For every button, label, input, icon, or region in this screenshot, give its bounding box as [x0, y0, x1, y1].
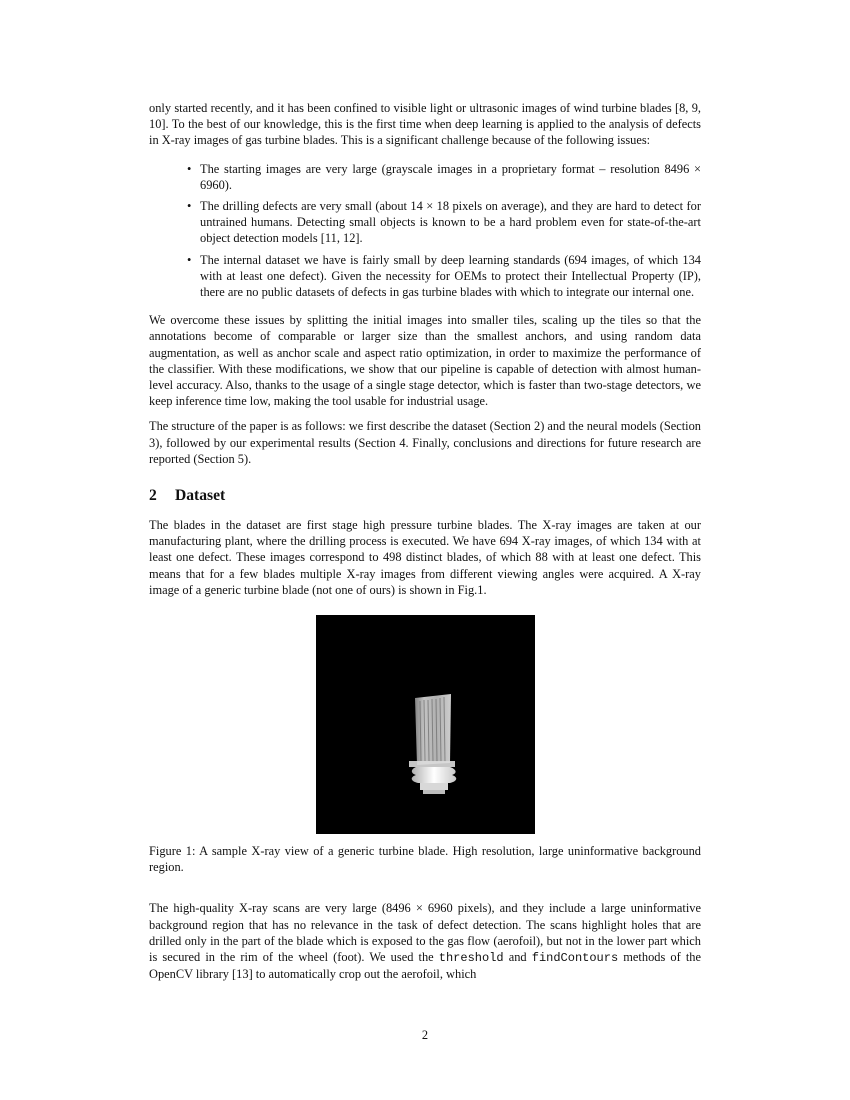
- final-text-2: and: [503, 950, 532, 965]
- turbine-blade-xray-image: [316, 615, 535, 834]
- xray-figure: [316, 615, 535, 834]
- section-title: Dataset: [175, 487, 226, 505]
- final-text-3: methods of the OpenCV library [13] to automatically crop out the aerofoil, which: [149, 950, 701, 982]
- figure-caption: Figure 1: A sample X-ray view of a generic turbine blade. High resolution, large uninformative background region.: [149, 844, 701, 875]
- page-number: 2: [421, 1028, 429, 1042]
- final-paragraph: [149, 900, 701, 982]
- page-body: [149, 100, 701, 983]
- list-item: • The drilling defects are very small (about 14 × 18 pixels on average), and they are hard to detect for untrained humans. Detecting small objects is known to be a hard problem even for state-of-the-art object detection models [11, 12].: [187, 198, 701, 247]
- dataset-paragraph: The blades in the dataset are first stage high pressure turbine blades. The X-ray images are taken at our manufacturing plant, where the drilling process is executed. We have 694 X-ray images, of which 134 with at least one defect. These images correspond to 498 distinct blades, of which 88 with at least one defect. This means that for a few blades multiple X-ray images from different viewing angles were acquired. A X-ray image of a generic turbine blade (not one of ours) is shown in Fig.1.: [149, 518, 701, 597]
- intro-paragraph: only started recently, and it has been confined to visible light or ultrasonic images of wind turbine blades [8, 9, 10]. To the best of our knowledge, this is the first time when deep learning is applied to the analysis of defects in X-ray images of gas turbine blades. This is a significant challenge because of the following issues:: [149, 101, 701, 148]
- findcontours-code: findContours: [531, 951, 619, 966]
- section-heading: [149, 487, 701, 505]
- final-text-1: The high-quality X-ray scans are very large (8496 × 6960 pixels), and they include a large uninformative background region that has no relevance in the task of defect detection. The scans highlight holes that are drilled only in the part of the blade which is exposed to the gas flow (aerofoil), but not in the lower part which is secured in the rim of the wheel (foot). We used the: [149, 901, 701, 965]
- issues-list: [149, 161, 701, 301]
- list-item: • The internal dataset we have is fairly small by deep learning standards (694 images, of which 134 with at least one defect). Given the necessity for OEMs to protect their Intellectual Property (IP), there are no public datasets of defects in gas turbine blades with which to integrate our internal one.: [187, 252, 701, 301]
- section-number: 2: [149, 487, 157, 505]
- list-item: • The starting images are very large (grayscale images in a proprietary format – resolution 8496 × 6960).: [187, 161, 701, 193]
- threshold-code: threshold: [438, 951, 504, 966]
- overcome-paragraph: We overcome these issues by splitting the initial images into smaller tiles, scaling up the tiles so that the annotations become of comparable or larger size than the smallest anchors, and using random data augmentation, as well as anchor scale and aspect ratio optimization, in order to maximize the performance of the classifier. With these modifications, we show that our pipeline is capable of detection with almost human-level accuracy. Also, thanks to the usage of a single stage detector, which is faster than two-stage detectors, we keep inference time low, making the tool usable for industrial usage.: [149, 313, 701, 409]
- structure-paragraph: The structure of the paper is as follows: we first describe the dataset (Section 2) and the neural models (Section 3), followed by our experimental results (Section 4. Finally, conclusions and directions for future research are reported (Section 5).: [149, 419, 701, 466]
